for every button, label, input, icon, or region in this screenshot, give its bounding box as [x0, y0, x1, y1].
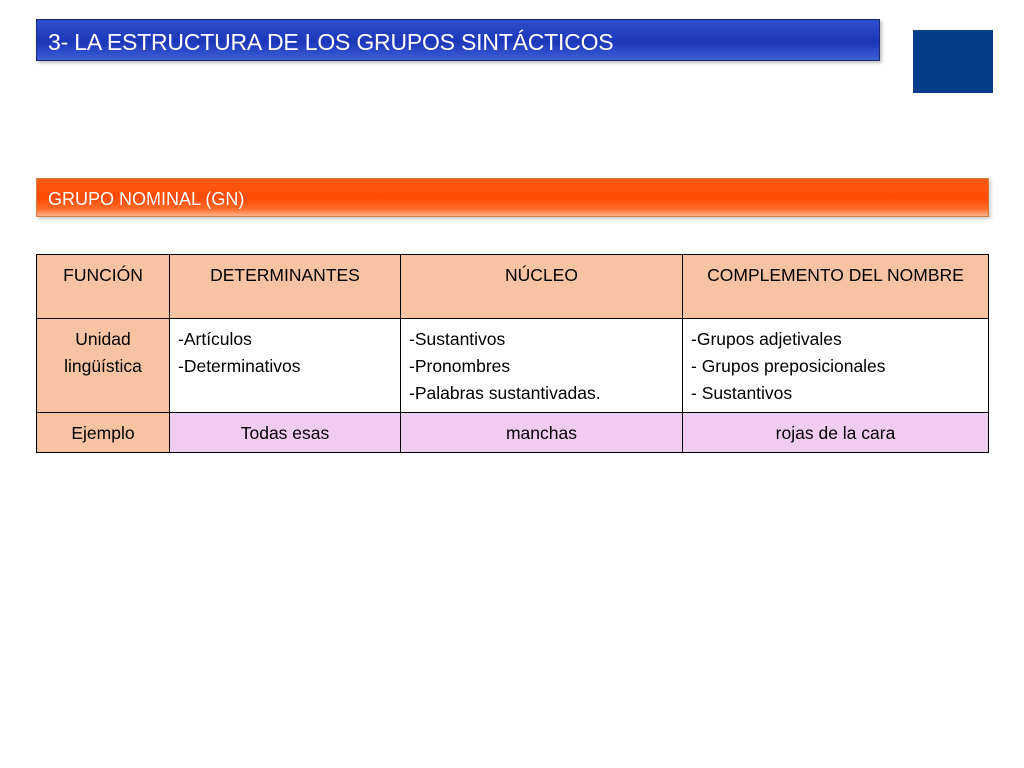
list-item: -Determinativos [178, 356, 301, 376]
section-bar [36, 178, 989, 217]
list-item: - Grupos preposicionales [691, 356, 886, 376]
cell-unidad-complemento [683, 319, 989, 413]
list-item: -Grupos adjetivales [691, 329, 842, 349]
list-item: -Palabras sustantivadas. [409, 383, 601, 403]
table-row-unidad [37, 319, 989, 413]
table-row-ejemplo [37, 413, 989, 453]
cell-unidad-nucleo [401, 319, 683, 413]
list-item: -Pronombres [409, 356, 511, 376]
list-item: -Artículos [178, 329, 252, 349]
slide-title: 3- LA ESTRUCTURA DE LOS GRUPOS SINTÁCTICOS [48, 29, 614, 55]
section-title: GRUPO NOMINAL (GN) [48, 189, 245, 209]
grupo-nominal-table [36, 254, 989, 453]
title-bar [36, 19, 880, 61]
list-item: - Sustantivos [691, 383, 793, 403]
cell-ejemplo-nucleo: manchas [401, 413, 683, 453]
row-label-unidad: Unidad lingüística [37, 319, 170, 413]
header-complemento: COMPLEMENTO DEL NOMBRE [683, 255, 989, 319]
table-header-row [37, 255, 989, 319]
header-determinantes: DETERMINANTES [170, 255, 401, 319]
list-item: -Sustantivos [409, 329, 506, 349]
row-label-ejemplo: Ejemplo [37, 413, 170, 453]
header-funcion: FUNCIÓN [37, 255, 170, 319]
cell-ejemplo-determinantes: Todas esas [170, 413, 401, 453]
cell-ejemplo-complemento: rojas de la cara [683, 413, 989, 453]
header-nucleo: NÚCLEO [401, 255, 683, 319]
cell-unidad-determinantes [170, 319, 401, 413]
corner-decoration [913, 30, 993, 93]
